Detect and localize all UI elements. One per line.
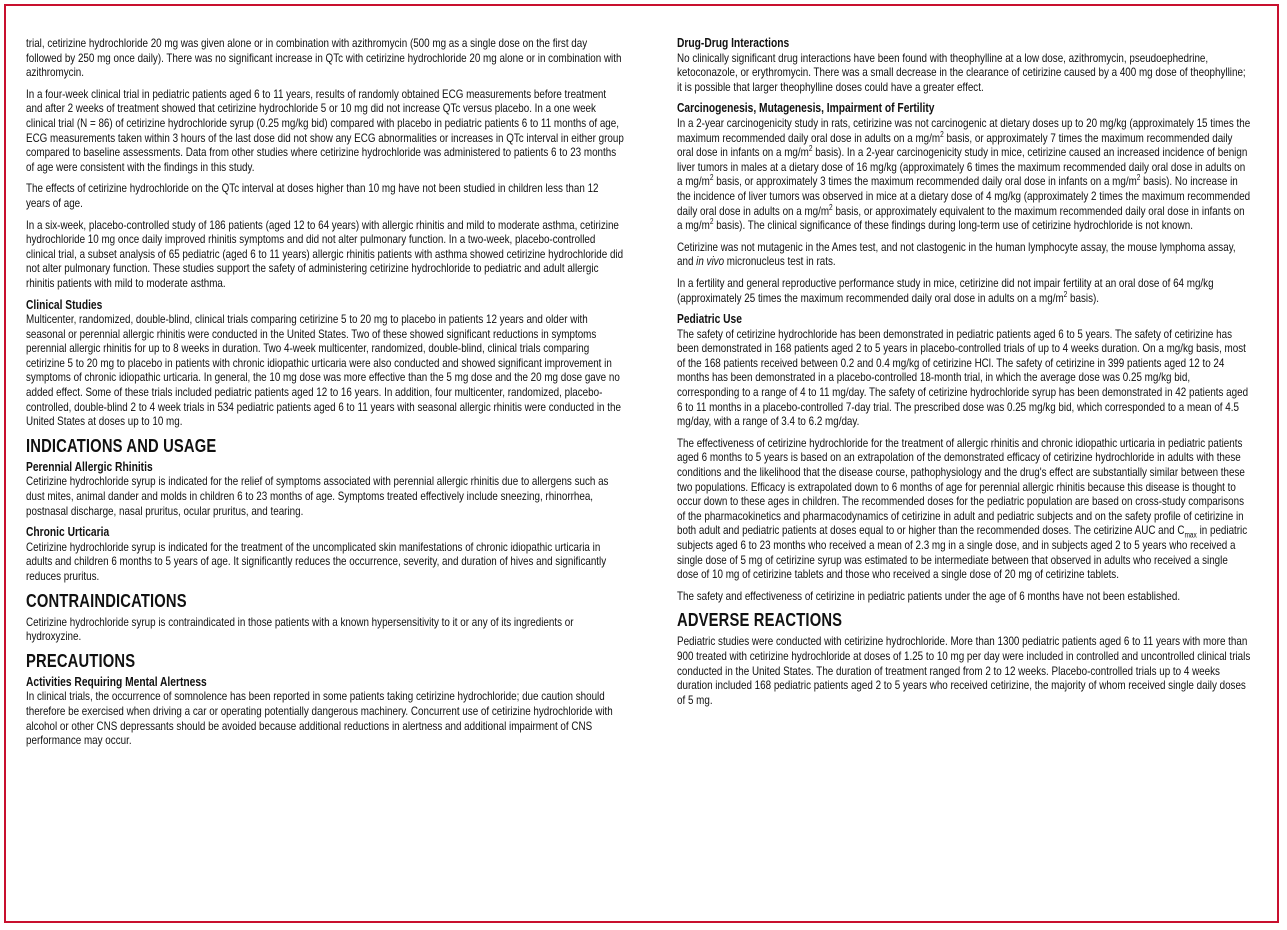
paragraph-pediatric-under-6-months: The safety and effectiveness of cetirizine in pediatric patients under the age of 6 months have not been established. — [677, 588, 1181, 603]
heading-clinical-studies: Clinical Studies — [26, 297, 103, 312]
superscript-2: 2 — [709, 217, 714, 227]
superscript-2: 2 — [940, 129, 944, 139]
paragraph-perennial-allergic-rhinitis: Cetirizine hydrochloride syrup is indicated for the relief of symptoms associated with perennial allergic rhinitis due to allergens such as dust mites, animal dander and molds in children 6 to 23 months of age. Symptoms treated effectively include sneezing, rhinorrhea, postnasal discharge, nasal pruritus, ocular pruritus, and tearing. — [26, 474, 609, 518]
heading-activities-mental-alertness: Activities Requiring Mental Alertness — [26, 674, 207, 689]
heading-precautions: PRECAUTIONS — [26, 650, 136, 671]
text-run: basis). — [1067, 290, 1100, 305]
heading-carcinogenesis: Carcinogenesis, Mutagenesis, Impairment of Fertility — [677, 101, 935, 116]
italic-in-vivo: in vivo — [696, 254, 725, 269]
text-run: basis, or approximately 3 times the maximum recommended daily oral dose in infants on a mg/m — [713, 174, 1137, 189]
paragraph-pediatric-safety: The safety of cetirizine hydrochloride has been demonstrated in pediatric patients aged 6 to 5 years. The safety of cetirizine has been demonstrated in 168 patients aged 2 to 5 years in placebo-controlled trials of up to 4 weeks duration. On a mg/kg basis, most of the 168 patients received between 0.2 and 0.4 mg/kg of cetirizine HCl. The safety of cetirizine in 399 patients aged 12 to 24 months has been demonstrated in a placebo-controlled 18-month trial, in which the average dose was 0.25 mg/kg bid, corresponding to a range of 4 to 11 mg/day. The safety of cetirizine hydrochloride syrup has been demonstrated in 42 patients aged 6 to 11 months in a placebo-controlled 7-day trial. The prescribed dose was 0.25 mg/kg bid, which corresponded to a mean of 4.5 mg/day, with a range of 3.4 to 6.2 mg/day. — [677, 326, 1249, 429]
superscript-2: 2 — [1136, 173, 1141, 183]
text-run: basis, or approximately equivalent to the maximum recommended daily oral dose in infants on a mg/m — [677, 203, 1245, 233]
paragraph-mutagenesis — [677, 240, 1251, 269]
paragraph-clinical-studies: Multicenter, randomized, double-blind, clinical trials comparing cetirizine 5 to 20 mg to placebo in patients 12 years and older with seasonal or perennial allergic rhinitis were conducted in the United States. Two of these showed significant reductions in symptoms perennial allergic rhinitis for up to 8 weeks in duration. Two 4-week multicenter, randomized, double-blind, clinical trials comparing cetirizine 5 to 20 mg to placebo in patients with chronic idiopathic urticaria were also conducted and showed significant improvement in symptoms of chronic idiopathic urticaria. In general, the 10 mg dose was more effective than the 5 mg dose and the 20 mg dose gave no added effect. Some of these trials included pediatric patients aged 12 to 16 years. In addition, four multicenter, randomized, placebo-controlled, double-blind 2 to 4 week trials in 534 pediatric patients aged 6 to 11 years with seasonal allergic rhinitis were conducted in the United States at doses up to 10 mg. — [26, 312, 621, 429]
text-run: Cetirizine was not mutagenic in the Ames test, and not clastogenic in the human lymphocyte assay, the mouse lymphoma assay, and — [677, 239, 1236, 269]
left-column — [26, 36, 625, 755]
paragraph-pediatric-ecg: In a four-week clinical trial in pediatric patients aged 6 to 11 years, results of randomly obtained ECG measurements before treatment and after 2 weeks of treatment showed that cetirizine hydrochloride 5 or 10 mg did not increase QTc versus placebo. In a one week clinical trial (N = 86) of cetirizine hydrochloride syrup (0.25 mg/kg bid) compared with placebo in pediatric patients 6 to 11 months of age, ECG measurements taken within 3 hours of the last dose did not show any ECG abnormalities or increases in QTc interval in either group compared to baseline assessments. Data from other studies where cetirizine hydrochloride was administered to patients 6 to 23 months of age were consistent with the findings in this study. — [26, 86, 624, 174]
paragraph-asthma-study: In a six-week, placebo-controlled study of 186 patients (aged 12 to 64 years) with allergic rhinitis and mild to moderate asthma, cetirizine hydrochloride 10 mg once daily improved rhinitis symptoms and did not alter pulmonary function. In a two-week, placebo-controlled clinical trial, a subset analysis of 65 pediatric (aged 6 to 11 years) allergic rhinitis patients with asthma showed cetirizine hydrochloride did not alter pulmonary function. These studies support the safety of administering cetirizine hydrochloride to pediatric and adult allergic rhinitis patients with mild to moderate asthma. — [26, 217, 624, 290]
text-run: basis). No increase in the incidence of liver tumors was observed in mice at a dietary dose of 4 mg/kg (approximately 2 times the maximum recommended daily oral dose in adults on a mg/m — [677, 174, 1251, 218]
heading-adverse-reactions: ADVERSE REACTIONS — [677, 610, 843, 631]
text-run: In a 2-year carcinogenicity study in rats, cetirizine was not carcinogenic at dietary doses up to 20 mg/kg (approximately 15 times the maximum recommended daily oral dose in adults on a mg/m — [677, 115, 1251, 145]
text-run: basis). In a 2-year carcinogenicity study in mice, cetirizine caused an increased incidence of benign liver tumors in males at a dietary dose of 16 mg/kg (approximately 6 times the maximum recommended daily oral dose in adults on a mg/m — [677, 145, 1248, 189]
text-run: in pediatric subjects aged 6 to 23 months who received a mean of 2.3 mg in a single dose, and in subjects aged 2 to 5 years who received a single dose of 5 mg of cetirizine syrup was estimated to be intermediate between that observed in adults who received a single dose of 10 mg of cetirizine tablets and those who received a single dose of 20 mg of cetirizine tablets. — [677, 523, 1248, 582]
paragraph-fertility — [677, 276, 1251, 305]
text-run: basis). The clinical significance of these findings during long-term use of cetirizine hydrochloride is not known. — [713, 218, 1193, 233]
superscript-2: 2 — [829, 202, 833, 212]
superscript-2: 2 — [1063, 289, 1068, 299]
superscript-2: 2 — [808, 144, 813, 154]
heading-perennial-allergic-rhinitis: Perennial Allergic Rhinitis — [26, 459, 153, 474]
right-column — [677, 36, 1251, 714]
heading-contraindications: CONTRAINDICATIONS — [26, 590, 187, 611]
subscript-max: max — [1184, 530, 1197, 540]
heading-indications-and-usage: INDICATIONS AND USAGE — [26, 435, 217, 456]
heading-pediatric-use: Pediatric Use — [677, 312, 742, 327]
paragraph-pediatric-effectiveness — [677, 436, 1251, 582]
paragraph-qtc-azithromycin: trial, cetirizine hydrochloride 20 mg was given alone or in combination with azithromycin (500 mg as a single dose on the first day followed by 250 mg once daily). There was no significant increase in QTc with cetirizine hydrochloride 20 mg alone or in combination with azithromycin. — [26, 36, 622, 80]
text-run: basis, or approximately 7 times the maximum recommended daily oral dose in infants on a mg/m — [677, 130, 1233, 160]
heading-drug-drug-interactions: Drug-Drug Interactions — [677, 36, 790, 50]
paragraph-qtc-higher-doses: The effects of cetirizine hydrochloride on the QTc interval at doses higher than 10 mg have not been studied in children less than 12 years of age. — [26, 181, 599, 210]
heading-chronic-urticaria: Chronic Urticaria — [26, 525, 110, 540]
paragraph-chronic-urticaria: Cetirizine hydrochloride syrup is indicated for the treatment of the uncomplicated skin manifestations of chronic idiopathic urticaria in adults and children 6 months to 5 years of age. It significantly reduces the occurrence, severity, and duration of hives and significantly reduces pruritus. — [26, 539, 607, 583]
document-page — [4, 4, 1279, 923]
paragraph-mental-alertness: In clinical trials, the occurrence of somnolence has been reported in some patients taking cetirizine hydrochloride; due caution should therefore be exercised when driving a car or operating potentially dangerous machinery. Concurrent use of cetirizine hydrochloride with alcohol or other CNS depressants should be avoided because additional reductions in alertness and additional impairment of CNS performance may occur. — [26, 689, 613, 748]
superscript-2: 2 — [709, 173, 714, 183]
paragraph-drug-interactions: No clinically significant drug interactions have been found with theophylline at a low dose, azithromycin, pseudoephedrine, ketoconazole, or erythromycin. There was a small decrease in the clearance of cetirizine caused by a 400 mg dose of theophylline; it is possible that larger theophylline doses could have a greater effect. — [677, 50, 1246, 94]
text-run: The effectiveness of cetirizine hydrochloride for the treatment of allergic rhinitis and chronic idiopathic urticaria in pediatric patients aged 6 months to 5 years is based on an extrapolation of the demonstrated efficacy of cetirizine hydrochloride in adults with these conditions and the likelihood that the disease course, pathophysiology and the drug's effect are substantially similar between these two populations. Efficacy is extrapolated down to 6 months of age for perennial allergic rhinitis because this disease is thought to occur down to these ages in children. The recommended doses for the pediatric population are based on cross-study comparisons of the pharmacokinetics and pharmacodynamics of cetirizine in adult and pediatric subjects and on the safety profile of cetirizine in both adult and pediatric patients at doses equal to or higher than the recommended doses. The cetirizine AUC and C — [677, 435, 1245, 538]
paragraph-carcinogenesis — [677, 116, 1251, 233]
paragraph-adverse-reactions: Pediatric studies were conducted with cetirizine hydrochloride. More than 1300 pediatric patients aged 6 to 11 years with more than 900 treated with cetirizine hydrochloride at doses of 1.25 to 10 mg per day were included in controlled and uncontrolled clinical trials conducted in the United States. The duration of treatment ranged from 2 to 12 weeks. Placebo-controlled trials up to 4 weeks duration included 168 pediatric patients aged 2 to 5 years who received cetirizine, the majority of whom received single daily doses of 5 mg. — [677, 634, 1251, 707]
paragraph-contraindications: Cetirizine hydrochloride syrup is contraindicated in those patients with a known hypersensitivity to it or any of its ingredients or hydroxyzine. — [26, 614, 574, 644]
text-run: In a fertility and general reproductive performance study in mice, cetirizine did not impair fertility at an oral dose of 64 mg/kg (approximately 25 times the maximum recommended daily oral dose in adults on a mg/m — [677, 275, 1214, 305]
text-run: micronucleus test in rats. — [724, 254, 836, 269]
